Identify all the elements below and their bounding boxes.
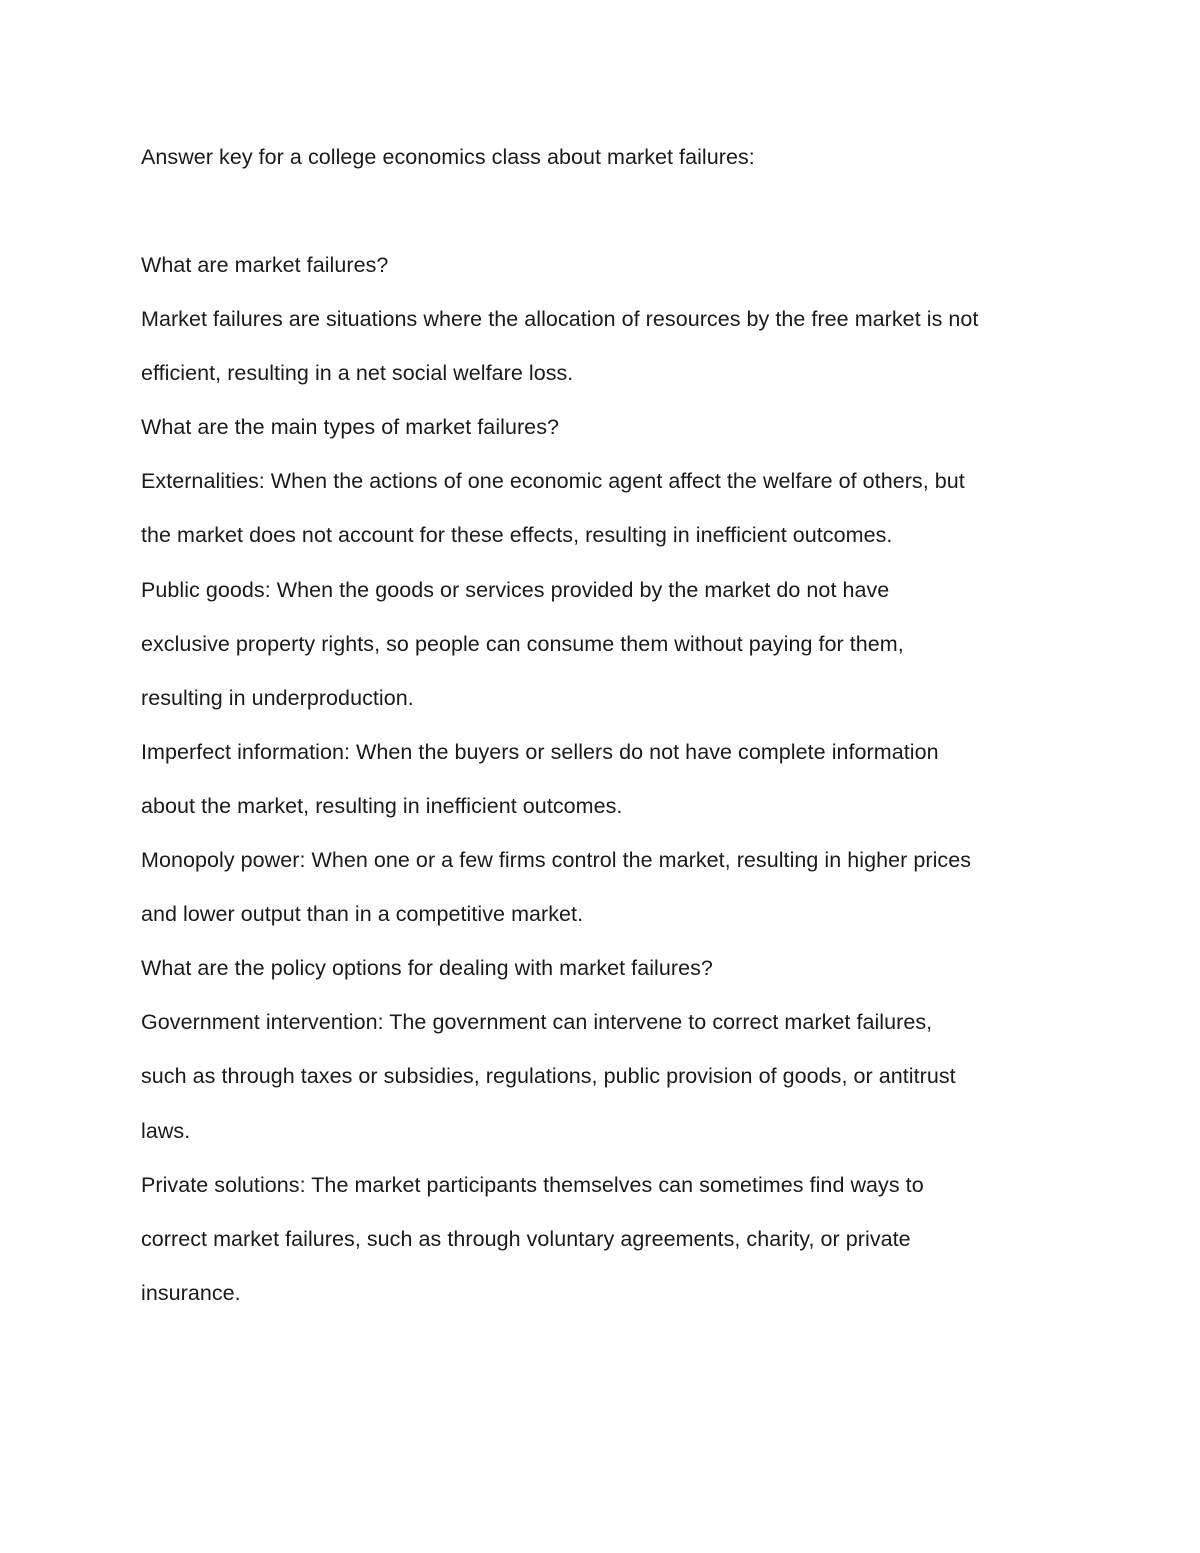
- imperfect-information-line-2: about the market, resulting in inefficient outcomes.: [141, 793, 623, 818]
- externalities-line-1: Externalities: When the actions of one economic agent affect the welfare of others, but: [141, 469, 965, 494]
- answer-1-line-1: Market failures are situations where the allocation of resources by the free market is not: [141, 307, 979, 332]
- government-intervention-line-1: Government intervention: The government can intervene to correct market failures,: [141, 1010, 933, 1035]
- public-goods-line-3: resulting in underproduction.: [141, 685, 414, 710]
- document-title: Answer key for a college economics class about market failures:: [141, 145, 755, 169]
- question-3: What are the policy options for dealing with market failures?: [141, 956, 713, 981]
- externalities-line-2: the market does not account for these effects, resulting in inefficient outcomes.: [141, 523, 893, 548]
- imperfect-information-line-1: Imperfect information: When the buyers or sellers do not have complete information: [141, 739, 939, 764]
- public-goods-line-2: exclusive property rights, so people can consume them without paying for them,: [141, 631, 904, 656]
- government-intervention-line-3: laws.: [141, 1118, 191, 1143]
- public-goods-line-1: Public goods: When the goods or services provided by the market do not have: [141, 577, 890, 602]
- private-solutions-line-2: correct market failures, such as through voluntary agreements, charity, or private: [141, 1226, 911, 1251]
- question-2: What are the main types of market failures?: [141, 415, 559, 440]
- monopoly-power-line-1: Monopoly power: When one or a few firms control the market, resulting in higher prices: [141, 848, 972, 873]
- private-solutions-line-3: insurance.: [141, 1280, 241, 1305]
- document-body: [141, 130, 1071, 1320]
- blank-line: [141, 184, 1071, 238]
- answer-1-line-2: efficient, resulting in a net social welfare loss.: [141, 361, 574, 386]
- question-1: What are market failures?: [141, 253, 389, 277]
- government-intervention-line-2: such as through taxes or subsidies, regulations, public provision of goods, or antitrust: [141, 1064, 956, 1089]
- monopoly-power-line-2: and lower output than in a competitive market.: [141, 902, 584, 927]
- private-solutions-line-1: Private solutions: The market participants themselves can sometimes find ways to: [141, 1172, 924, 1197]
